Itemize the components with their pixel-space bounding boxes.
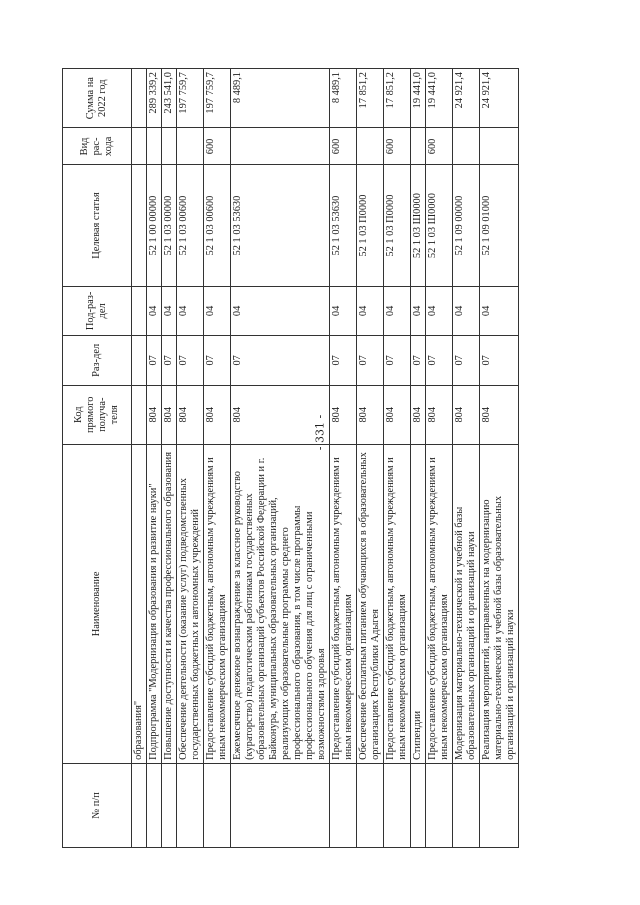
cell-summa: 8 489,1 xyxy=(330,69,357,128)
cell-name: образования" xyxy=(132,444,147,763)
cell-name: Стипендии xyxy=(411,444,426,763)
cell-vid xyxy=(411,128,426,165)
cell-vid xyxy=(357,128,384,165)
col-razdel-header: Раз-дел xyxy=(63,336,132,385)
cell-name: Ежемесячное денежное вознаграждение за классное руководство (кураторство) педагогическим работникам государственных образовательных организаций субъектов Российской Федерации и г. Байконура, муниципальных образовательных организаций, реализующих образовательные программы среднего профессионального образования, в том числе программы профессионального обучения для лиц с ограниченными возможностями здоровья xyxy=(231,444,330,763)
table-row xyxy=(132,69,147,848)
cell-name: Реализация мероприятий, направленных на модернизацию материально-технической и учебной базы образовательных организаций и организаций науки xyxy=(480,444,519,763)
cell-summa: 24 921,4 xyxy=(453,69,480,128)
cell-summa xyxy=(132,69,147,128)
cell-vid xyxy=(177,128,204,165)
cell-name: Подпрограмма "Модернизация образования и развитие науки" xyxy=(147,444,162,763)
cell-statya: 52 1 03 00000 xyxy=(162,165,177,286)
cell-num xyxy=(426,763,453,847)
cell-code xyxy=(132,385,147,444)
cell-razdel: 07 xyxy=(204,336,231,385)
table-row xyxy=(426,69,453,848)
col-vid-header: Вид рас-хода xyxy=(63,128,132,165)
table-row xyxy=(177,69,204,848)
cell-code: 804 xyxy=(330,385,357,444)
cell-num xyxy=(231,763,330,847)
table-row xyxy=(411,69,426,848)
table-row xyxy=(162,69,177,848)
cell-statya: 52 1 03 П0000 xyxy=(357,165,384,286)
cell-num xyxy=(162,763,177,847)
cell-statya: 52 1 00 00000 xyxy=(147,165,162,286)
cell-code: 804 xyxy=(357,385,384,444)
cell-num xyxy=(132,763,147,847)
cell-num xyxy=(330,763,357,847)
cell-razdel: 07 xyxy=(426,336,453,385)
table-row xyxy=(330,69,357,848)
table-row xyxy=(204,69,231,848)
cell-statya: 52 1 03 Ш0000 xyxy=(411,165,426,286)
cell-razdel: 07 xyxy=(453,336,480,385)
cell-code: 804 xyxy=(204,385,231,444)
cell-vid xyxy=(162,128,177,165)
cell-podrazdel: 04 xyxy=(411,286,426,335)
cell-name: Предоставление субсидий бюджетным, автономным учреждениям и иным некоммерческим организациям xyxy=(204,444,231,763)
header-row xyxy=(63,69,132,848)
cell-summa: 24 921,4 xyxy=(480,69,519,128)
cell-razdel: 07 xyxy=(330,336,357,385)
col-num-header: № п/п xyxy=(63,763,132,847)
cell-razdel: 07 xyxy=(384,336,411,385)
cell-code: 804 xyxy=(411,385,426,444)
cell-code: 804 xyxy=(384,385,411,444)
cell-razdel xyxy=(132,336,147,385)
cell-statya: 52 1 03 00600 xyxy=(177,165,204,286)
table-row xyxy=(480,69,519,848)
cell-podrazdel: 04 xyxy=(480,286,519,335)
cell-name: Модернизация материально-технической и учебной базы образовательных организаций и организаций науки xyxy=(453,444,480,763)
cell-podrazdel: 04 xyxy=(453,286,480,335)
col-summa-header: Сумма на 2022 год xyxy=(63,69,132,128)
cell-vid xyxy=(480,128,519,165)
cell-podrazdel: 04 xyxy=(384,286,411,335)
table-row xyxy=(453,69,480,848)
cell-name: Обеспечение бесплатным питанием обучающихся в образовательных организациях Республики Адыгея xyxy=(357,444,384,763)
cell-code: 804 xyxy=(426,385,453,444)
budget-table xyxy=(62,68,519,848)
cell-statya: 52 1 03 Ш0000 xyxy=(426,165,453,286)
cell-razdel: 07 xyxy=(231,336,330,385)
cell-vid: 600 xyxy=(330,128,357,165)
cell-podrazdel xyxy=(132,286,147,335)
cell-statya: 52 1 03 П0000 xyxy=(384,165,411,286)
cell-vid xyxy=(147,128,162,165)
cell-vid xyxy=(231,128,330,165)
cell-num xyxy=(357,763,384,847)
col-statya-header: Целевая статья xyxy=(63,165,132,286)
cell-vid xyxy=(453,128,480,165)
cell-statya: 52 1 09 00000 xyxy=(453,165,480,286)
cell-num xyxy=(204,763,231,847)
cell-num xyxy=(177,763,204,847)
cell-num xyxy=(147,763,162,847)
cell-code: 804 xyxy=(147,385,162,444)
cell-podrazdel: 04 xyxy=(426,286,453,335)
cell-podrazdel: 04 xyxy=(330,286,357,335)
cell-podrazdel: 04 xyxy=(177,286,204,335)
cell-podrazdel: 04 xyxy=(204,286,231,335)
cell-name: Предоставление субсидий бюджетным, автономным учреждениям и иным некоммерческим организациям xyxy=(384,444,411,763)
cell-podrazdel: 04 xyxy=(357,286,384,335)
cell-name: Обеспечение деятельности (оказание услуг) подведомственных государственных бюджетных и автономных учреждений xyxy=(177,444,204,763)
cell-razdel: 07 xyxy=(411,336,426,385)
cell-summa: 197 759,7 xyxy=(204,69,231,128)
table-row xyxy=(147,69,162,848)
cell-num xyxy=(384,763,411,847)
page-number: - 331 - xyxy=(313,414,327,451)
cell-summa: 19 441,0 xyxy=(426,69,453,128)
cell-code: 804 xyxy=(480,385,519,444)
cell-podrazdel: 04 xyxy=(147,286,162,335)
cell-summa: 17 851,2 xyxy=(357,69,384,128)
cell-summa: 8 489,1 xyxy=(231,69,330,128)
cell-podrazdel: 04 xyxy=(162,286,177,335)
col-name-header: Наименование xyxy=(63,444,132,763)
cell-vid: 600 xyxy=(384,128,411,165)
cell-statya: 52 1 09 01000 xyxy=(480,165,519,286)
cell-code: 804 xyxy=(453,385,480,444)
cell-num xyxy=(480,763,519,847)
cell-name: Повышение доступности и качества профессионального образования xyxy=(162,444,177,763)
cell-vid: 600 xyxy=(204,128,231,165)
cell-summa: 197 759,7 xyxy=(177,69,204,128)
cell-razdel: 07 xyxy=(162,336,177,385)
cell-statya: 52 1 03 53630 xyxy=(231,165,330,286)
table-row xyxy=(357,69,384,848)
cell-statya: 52 1 03 53630 xyxy=(330,165,357,286)
table-row xyxy=(231,69,330,848)
cell-name: Предоставление субсидий бюджетным, автономным учреждениям и иным некоммерческим организациям xyxy=(426,444,453,763)
col-podrazdel-header: Под-раз-дел xyxy=(63,286,132,335)
cell-summa: 289 339,2 xyxy=(147,69,162,128)
cell-razdel: 07 xyxy=(177,336,204,385)
cell-podrazdel: 04 xyxy=(231,286,330,335)
cell-num xyxy=(411,763,426,847)
cell-summa: 17 851,2 xyxy=(384,69,411,128)
cell-num xyxy=(453,763,480,847)
cell-statya xyxy=(132,165,147,286)
cell-razdel: 07 xyxy=(480,336,519,385)
cell-vid: 600 xyxy=(426,128,453,165)
cell-code: 804 xyxy=(177,385,204,444)
cell-summa: 19 441,0 xyxy=(411,69,426,128)
cell-name: Предоставление субсидий бюджетным, автономным учреждениям и иным некоммерческим организациям xyxy=(330,444,357,763)
cell-razdel: 07 xyxy=(147,336,162,385)
cell-summa: 243 541,0 xyxy=(162,69,177,128)
cell-code: 804 xyxy=(162,385,177,444)
cell-vid xyxy=(132,128,147,165)
table-row xyxy=(384,69,411,848)
cell-statya: 52 1 03 00600 xyxy=(204,165,231,286)
rotated-table-container xyxy=(62,68,640,848)
cell-code: 804 xyxy=(231,385,330,444)
cell-razdel: 07 xyxy=(357,336,384,385)
col-code-header: Код прямого получа-теля xyxy=(63,385,132,444)
